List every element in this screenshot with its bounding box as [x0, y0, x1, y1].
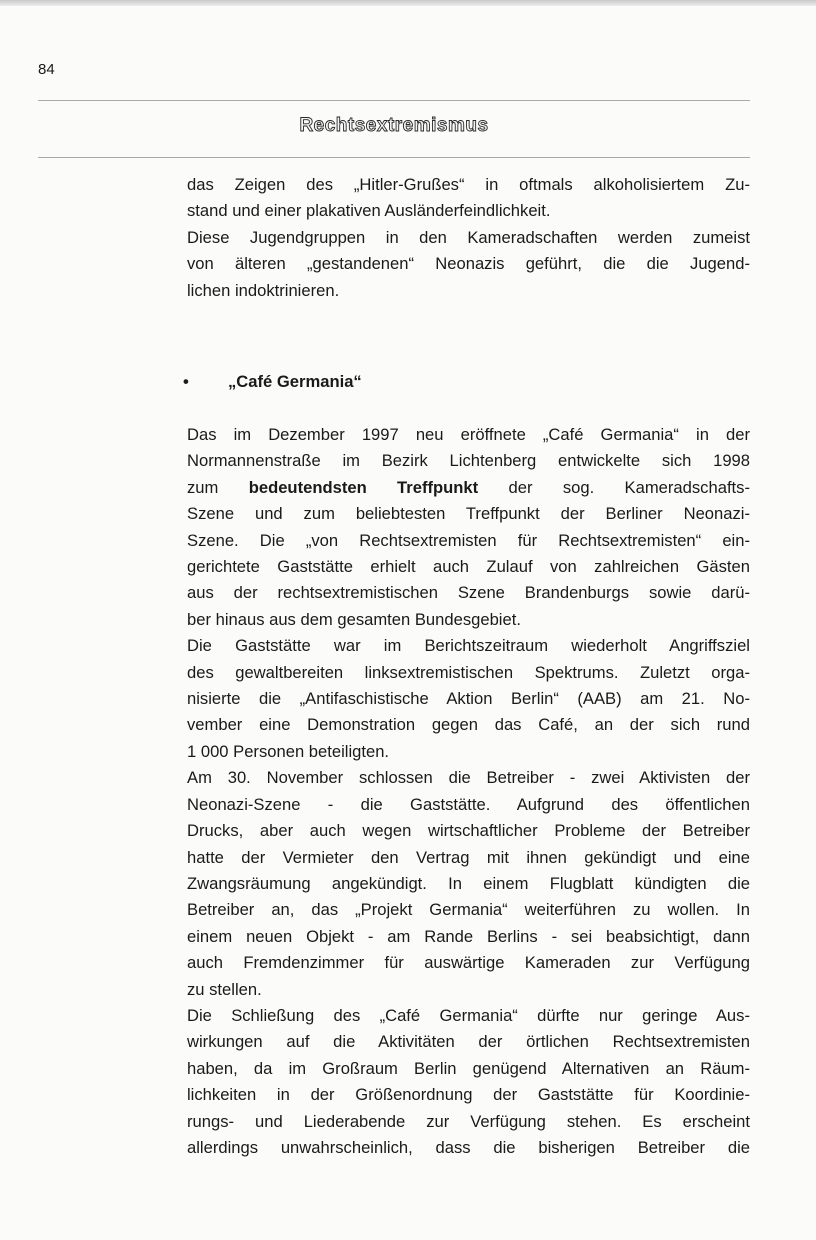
section-heading — [183, 371, 362, 393]
emphasis-bold: bedeutendsten Treffpunkt — [248, 477, 479, 497]
text-line: von älteren „gestandenen“ Neonazis geführt, die die Jugend- — [187, 254, 750, 274]
text-line: stand und einer plakativen Ausländerfeindlichkeit. — [187, 201, 551, 221]
text-line: lichkeiten in der Größenordnung der Gaststätte für Koordinie- — [187, 1085, 750, 1105]
text-line: Am 30. November schlossen die Betreiber - zwei Aktivisten der — [187, 768, 750, 788]
text-line: aus der rechtsextremistischen Szene Brandenburgs sowie darü- — [187, 583, 750, 603]
text-line: ber hinaus aus dem gesamten Bundesgebiet. — [187, 609, 521, 629]
text-line-mixed — [187, 475, 750, 501]
intro-paragraphs — [187, 172, 750, 304]
text-line: Drucks, aber auch wegen wirtschaftlicher Probleme der Betreiber — [187, 821, 750, 841]
header-rule-bottom — [38, 157, 750, 158]
text-line: nisierte die „Antifaschistische Aktion Berlin“ (AAB) am 21. No- — [187, 689, 750, 709]
text-line: 1 000 Personen beteiligten. — [187, 741, 390, 761]
page-top-edge — [0, 0, 816, 6]
text-line: hatte der Vermieter den Vertrag mit ihnen gekündigt und eine — [187, 847, 750, 867]
text-line: einem neuen Objekt - am Rande Berlins - sei beabsichtigt, dann — [187, 926, 750, 946]
text-run: der sog. Kameradschafts- — [508, 477, 750, 497]
text-line: rungs- und Liederabende zur Verfügung stehen. Es erscheint — [187, 1111, 750, 1131]
text-line: das Zeigen des „Hitler-Grußes“ in oftmals alkoholisiertem Zu- — [187, 175, 750, 194]
text-line: Das im Dezember 1997 neu eröffnete „Café Germania“ in der — [187, 425, 750, 444]
text-line: allerdings unwahrscheinlich, dass die bisherigen Betreiber die — [187, 1137, 750, 1157]
text-line: Die Gaststätte war im Berichtszeitraum wiederholt Angriffsziel — [187, 636, 750, 656]
text-line: des gewaltbereiten linksextremistischen Spektrums. Zuletzt orga- — [187, 662, 750, 682]
text-line: Betreiber an, das „Projekt Germania“ weiterführen zu wollen. In — [187, 900, 750, 920]
body-text — [187, 422, 750, 1161]
section-heading-text: „Café Germania“ — [228, 372, 362, 391]
text-line: Neonazi-Szene - die Gaststätte. Aufgrund des öffentlichen — [187, 794, 750, 814]
text-line: haben, da im Großraum Berlin genügend Alternativen an Räum- — [187, 1058, 750, 1078]
text-run: zum — [187, 477, 219, 497]
running-head: Rechtsextremismus — [299, 115, 489, 136]
page-number: 84 — [38, 61, 55, 78]
header-rule-top — [38, 100, 750, 101]
text-line: lichen indoktrinieren. — [187, 280, 340, 300]
text-line: vember eine Demonstration gegen das Café, an der sich rund — [187, 715, 750, 735]
text-line: Zwangsräumung angekündigt. In einem Flugblatt kündigten die — [187, 873, 750, 893]
text-line: Die Schließung des „Café Germania“ dürfte nur geringe Aus- — [187, 1005, 750, 1025]
text-line: auch Fremdenzimmer für auswärtige Kameraden zur Verfügung — [187, 953, 750, 973]
text-line: zu stellen. — [187, 979, 262, 999]
text-line: Diese Jugendgruppen in den Kameradschaften werden zumeist — [187, 227, 750, 247]
text-line: gerichtete Gaststätte erhielt auch Zulauf von zahlreichen Gästen — [187, 557, 750, 577]
text-line: Szene. Die „von Rechtsextremisten für Rechtsextremisten“ ein- — [187, 530, 750, 550]
bullet-icon: • — [183, 372, 189, 391]
text-line: Normannenstraße im Bezirk Lichtenberg entwickelte sich 1998 — [187, 451, 750, 471]
text-line: Szene und zum beliebtesten Treffpunkt der Berliner Neonazi- — [187, 504, 750, 524]
text-line: wirkungen auf die Aktivitäten der örtlichen Rechtsextremisten — [187, 1032, 750, 1052]
